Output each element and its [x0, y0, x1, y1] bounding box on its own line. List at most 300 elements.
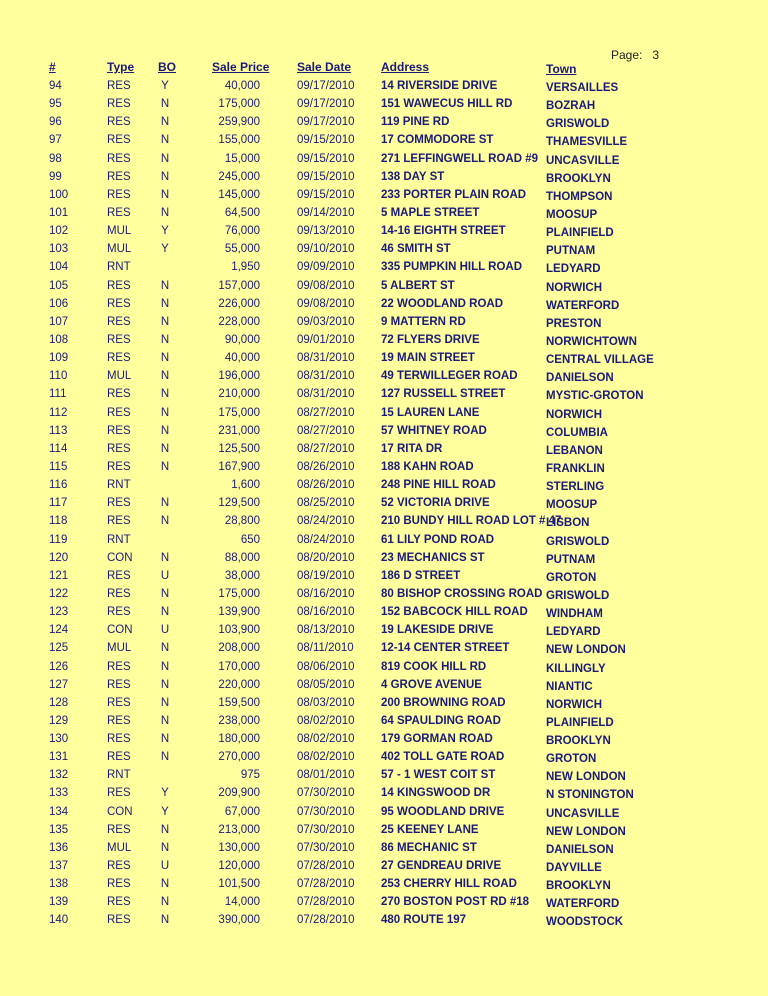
row-address: 64 SPAULDING ROAD	[381, 714, 501, 727]
row-bo: Y	[161, 787, 169, 800]
row-sale-price: 157,000	[218, 279, 260, 292]
row-number: 98	[49, 152, 62, 165]
row-sale-date: 08/05/2010	[297, 678, 355, 691]
row-bo: N	[160, 98, 170, 111]
page-number: 3	[652, 48, 660, 62]
header-sale-date: Sale Date	[297, 60, 352, 74]
row-sale-date: 08/03/2010	[297, 696, 355, 709]
row-sale-price: 196,000	[218, 370, 260, 383]
row-town: KILLINGLY	[546, 662, 606, 675]
row-number: 99	[49, 170, 62, 183]
row-address: 210 BUNDY HILL ROAD LOT # 47	[381, 515, 562, 528]
row-type: RNT	[107, 261, 131, 274]
page-label-text: Page:	[611, 48, 643, 62]
row-town: PUTNAM	[546, 245, 596, 258]
row-bo: U	[160, 569, 170, 582]
row-town: WATERFORD	[546, 898, 620, 911]
row-bo: U	[160, 860, 170, 873]
row-number: 100	[49, 188, 69, 201]
row-bo: U	[160, 624, 170, 637]
row-number: 109	[49, 352, 69, 365]
header-type: Type	[107, 60, 135, 74]
row-sale-date: 07/28/2010	[297, 878, 355, 891]
row-sale-date: 07/30/2010	[297, 823, 355, 836]
row-address: 15 LAUREN LANE	[381, 406, 480, 419]
row-type: MUL	[107, 841, 132, 854]
row-type: RES	[107, 152, 131, 165]
row-sale-date: 09/17/2010	[297, 116, 355, 129]
row-sale-date: 08/01/2010	[297, 769, 355, 782]
table-row	[0, 640, 768, 658]
row-type: RES	[107, 188, 131, 201]
row-sale-price: 975	[240, 769, 260, 782]
row-address: 138 DAY ST	[381, 170, 445, 183]
row-type: RES	[107, 352, 131, 365]
row-number: 124	[49, 624, 69, 637]
row-town: BROOKLYN	[546, 880, 611, 893]
row-sale-price: 650	[240, 533, 260, 546]
row-number: 97	[49, 134, 62, 147]
row-bo: N	[160, 823, 170, 836]
row-address: 4 GROVE AVENUE	[381, 678, 482, 691]
row-address: 17 COMMODORE ST	[381, 134, 494, 147]
row-type: RES	[107, 424, 131, 437]
row-town: N STONINGTON	[546, 789, 634, 802]
row-type: RES	[107, 587, 131, 600]
row-number: 122	[49, 587, 69, 600]
row-number: 139	[49, 896, 69, 909]
row-sale-date: 09/15/2010	[297, 170, 355, 183]
row-number: 102	[49, 225, 69, 238]
row-sale-date: 07/30/2010	[297, 787, 355, 800]
row-type: RES	[107, 497, 131, 510]
row-type: CON	[107, 551, 133, 564]
row-sale-date: 09/15/2010	[297, 152, 355, 165]
row-bo: N	[160, 297, 170, 310]
row-town: GROTON	[546, 571, 597, 584]
row-type: RES	[107, 98, 131, 111]
row-address: 5 ALBERT ST	[381, 279, 455, 292]
row-bo: N	[160, 134, 170, 147]
row-number: 115	[49, 460, 68, 473]
row-number: 131	[49, 751, 69, 764]
row-number: 103	[49, 243, 69, 256]
row-sale-price: 228,000	[218, 315, 260, 328]
header-address: Address	[381, 60, 430, 74]
row-sale-date: 08/31/2010	[297, 370, 355, 383]
row-type: RES	[107, 134, 131, 147]
row-sale-price: 64,500	[224, 206, 260, 219]
row-town: NORWICH	[546, 698, 603, 711]
row-type: RES	[107, 80, 131, 92]
row-sale-price: 167,900	[218, 460, 260, 473]
table-row	[0, 550, 768, 568]
table-row	[0, 876, 768, 894]
row-type: RES	[107, 206, 131, 219]
row-type: RES	[107, 388, 131, 401]
row-town: MOOSUP	[546, 208, 598, 221]
row-type: RES	[107, 733, 131, 746]
row-sale-price: 88,000	[224, 551, 260, 564]
row-bo: N	[160, 914, 170, 927]
row-number: 116	[49, 479, 68, 492]
table-row	[0, 840, 768, 858]
row-bo: N	[160, 606, 170, 619]
row-type: RES	[107, 660, 131, 673]
row-address: 52 VICTORIA DRIVE	[381, 497, 490, 510]
row-sale-date: 09/09/2010	[297, 261, 355, 274]
row-address: 49 TERWILLEGER ROAD	[381, 370, 518, 383]
row-number: 133	[49, 787, 69, 800]
row-bo: N	[160, 406, 170, 419]
row-address: 46 SMITH ST	[381, 243, 451, 256]
row-address: 14 KINGSWOOD DR	[381, 787, 491, 800]
row-number: 95	[49, 98, 62, 111]
table-row	[0, 604, 768, 622]
row-type: RES	[107, 751, 131, 764]
row-sale-price: 40,000	[224, 80, 260, 92]
row-type: MUL	[107, 243, 132, 256]
row-sale-price: 1,950	[231, 261, 260, 274]
row-sale-date: 09/14/2010	[297, 206, 355, 219]
row-address: 25 KEENEY LANE	[381, 823, 479, 836]
row-town: GRISWOLD	[546, 118, 610, 131]
row-town: PLAINFIELD	[546, 227, 614, 240]
row-bo: N	[160, 170, 170, 183]
row-sale-price: 101,500	[218, 878, 260, 891]
row-type: RNT	[107, 479, 131, 492]
row-sale-date: 08/31/2010	[297, 388, 355, 401]
row-bo: N	[160, 714, 170, 727]
row-address: 253 CHERRY HILL ROAD	[381, 878, 517, 891]
row-type: RES	[107, 406, 131, 419]
row-address: 9 MATTERN RD	[381, 315, 466, 328]
row-sale-price: 259,900	[218, 116, 260, 129]
row-sale-price: 130,000	[218, 841, 260, 854]
row-address: 19 MAIN STREET	[381, 352, 475, 365]
row-bo: N	[160, 116, 170, 129]
row-sale-date: 09/01/2010	[297, 333, 355, 346]
row-bo: N	[160, 315, 170, 328]
header-sale-price: Sale Price	[212, 60, 270, 74]
header-town: Town	[546, 62, 577, 76]
row-address: 23 MECHANICS ST	[381, 551, 485, 564]
row-town: NEW LONDON	[546, 644, 626, 657]
row-bo: Y	[161, 243, 169, 256]
row-sale-price: 175,000	[218, 98, 260, 111]
table-row	[0, 259, 768, 277]
row-bo: N	[160, 896, 170, 909]
row-sale-date: 08/16/2010	[297, 606, 355, 619]
row-bo: N	[160, 497, 170, 510]
row-town: THAMESVILLE	[546, 136, 628, 149]
row-number: 112	[49, 406, 68, 419]
table-row	[0, 858, 768, 876]
row-type: RES	[107, 279, 131, 292]
row-number: 94	[49, 80, 62, 92]
row-town: PUTNAM	[546, 553, 596, 566]
row-number: 119	[49, 533, 68, 546]
row-type: RES	[107, 333, 131, 346]
row-bo: N	[160, 678, 170, 691]
row-sale-price: 175,000	[218, 587, 260, 600]
row-sale-date: 07/28/2010	[297, 896, 355, 909]
row-town: STERLING	[546, 481, 605, 494]
row-sale-date: 09/13/2010	[297, 225, 355, 238]
table-row	[0, 822, 768, 840]
header-bo: BO	[158, 60, 176, 74]
row-address: 19 LAKESIDE DRIVE	[381, 624, 494, 637]
row-number: 123	[49, 606, 69, 619]
row-sale-price: 213,000	[218, 823, 260, 836]
row-type: RES	[107, 297, 131, 310]
row-bo: N	[160, 515, 170, 528]
row-type: CON	[107, 805, 133, 818]
row-town: PLAINFIELD	[546, 716, 614, 729]
table-row	[0, 332, 768, 350]
row-type: RES	[107, 569, 131, 582]
row-town: LEBANON	[546, 444, 603, 457]
row-town: PRESTON	[546, 317, 602, 330]
table-row	[0, 423, 768, 441]
row-town: THOMPSON	[546, 190, 613, 203]
table-row	[0, 749, 768, 767]
row-number: 111	[49, 388, 67, 401]
row-town: NEW LONDON	[546, 771, 626, 784]
row-address: 335 PUMPKIN HILL ROAD	[381, 261, 523, 274]
row-sale-price: 180,000	[218, 733, 260, 746]
row-bo: Y	[161, 225, 169, 238]
row-bo: N	[160, 388, 170, 401]
row-sale-price: 67,000	[224, 805, 260, 818]
row-sale-date: 08/02/2010	[297, 751, 355, 764]
row-town: UNCASVILLE	[546, 807, 620, 820]
row-address: 200 BROWNING ROAD	[381, 696, 506, 709]
row-type: RES	[107, 442, 131, 455]
row-sale-date: 08/02/2010	[297, 714, 355, 727]
table-row	[0, 785, 768, 803]
row-number: 117	[49, 497, 68, 510]
row-bo: N	[160, 587, 170, 600]
row-town: MYSTIC-GROTON	[546, 390, 644, 403]
row-address: 22 WOODLAND ROAD	[381, 297, 504, 310]
table-row	[0, 296, 768, 314]
row-town: WOODSTOCK	[546, 916, 624, 929]
row-type: RES	[107, 714, 131, 727]
row-bo: N	[160, 460, 170, 473]
row-bo: N	[160, 370, 170, 383]
row-sale-price: 231,000	[218, 424, 260, 437]
table-row	[0, 677, 768, 695]
row-address: 119 PINE RD	[381, 116, 450, 129]
row-sale-price: 209,900	[218, 787, 260, 800]
table-row	[0, 132, 768, 150]
row-sale-date: 07/28/2010	[297, 860, 355, 873]
row-bo: N	[160, 442, 170, 455]
row-type: RES	[107, 878, 131, 891]
row-address: 179 GORMAN ROAD	[381, 733, 493, 746]
row-sale-date: 08/11/2010	[297, 642, 354, 655]
table-row	[0, 386, 768, 404]
table-row	[0, 659, 768, 677]
row-address: 270 BOSTON POST RD #18	[381, 896, 530, 909]
table-row	[0, 894, 768, 912]
row-town: NORWICHTOWN	[546, 335, 637, 348]
row-sale-price: 76,000	[224, 225, 260, 238]
table-row	[0, 586, 768, 604]
row-address: 61 LILY POND ROAD	[381, 533, 495, 546]
row-sale-price: 155,000	[218, 134, 260, 147]
row-number: 120	[49, 551, 69, 564]
row-number: 125	[49, 642, 69, 655]
row-town: GRISWOLD	[546, 535, 610, 548]
row-sale-price: 90,000	[224, 333, 260, 346]
row-town: NIANTIC	[546, 680, 593, 693]
row-number: 138	[49, 878, 69, 891]
row-address: 819 COOK HILL RD	[381, 660, 487, 673]
row-bo: N	[160, 352, 170, 365]
row-town: DANIELSON	[546, 372, 614, 385]
row-type: RES	[107, 678, 131, 691]
row-sale-date: 09/10/2010	[297, 243, 355, 256]
table-row	[0, 78, 768, 96]
row-bo: N	[160, 878, 170, 891]
row-town: DANIELSON	[546, 843, 614, 856]
table-row	[0, 495, 768, 513]
row-town: GRISWOLD	[546, 589, 610, 602]
row-number: 135	[49, 823, 69, 836]
row-type: MUL	[107, 225, 132, 238]
row-sale-date: 09/08/2010	[297, 297, 355, 310]
row-sale-date: 07/30/2010	[297, 805, 355, 818]
row-sale-date: 08/06/2010	[297, 660, 355, 673]
row-sale-price: 139,900	[218, 606, 260, 619]
row-sale-date: 08/13/2010	[297, 624, 355, 637]
header-number: #	[49, 60, 56, 74]
table-row	[0, 96, 768, 114]
row-sale-price: 220,000	[218, 678, 260, 691]
row-town: GROTON	[546, 753, 597, 766]
row-type: RES	[107, 696, 131, 709]
table-row	[0, 713, 768, 731]
row-bo: N	[160, 696, 170, 709]
row-sale-price: 245,000	[218, 170, 260, 183]
row-bo: N	[160, 551, 170, 564]
row-address: 152 BABCOCK HILL ROAD	[381, 606, 528, 619]
table-row	[0, 350, 768, 368]
row-address: 186 D STREET	[381, 569, 461, 582]
row-address: 12-14 CENTER STREET	[381, 642, 510, 655]
row-address: 188 KAHN ROAD	[381, 460, 474, 473]
row-type: MUL	[107, 370, 132, 383]
row-sale-price: 38,000	[224, 569, 260, 582]
row-type: RES	[107, 315, 131, 328]
row-bo: N	[160, 279, 170, 292]
row-type: RES	[107, 896, 131, 909]
row-bo: N	[160, 751, 170, 764]
row-sale-price: 145,000	[218, 188, 260, 201]
row-type: MUL	[107, 642, 132, 655]
row-sale-price: 1,600	[231, 479, 260, 492]
row-bo: N	[160, 206, 170, 219]
row-town: MOOSUP	[546, 499, 598, 512]
row-address: 14 RIVERSIDE DRIVE	[381, 80, 498, 92]
row-sale-date: 09/17/2010	[297, 98, 355, 111]
row-number: 104	[49, 261, 69, 274]
row-number: 101	[49, 206, 69, 219]
row-town: LISBON	[546, 517, 590, 530]
row-address: 480 ROUTE 197	[381, 914, 467, 927]
table-row	[0, 205, 768, 223]
sales-table-body	[0, 78, 768, 931]
table-row	[0, 912, 768, 930]
row-sale-date: 08/27/2010	[297, 406, 355, 419]
row-type: RES	[107, 787, 131, 800]
row-type: RNT	[107, 769, 131, 782]
row-bo: Y	[161, 80, 169, 92]
row-address: 27 GENDREAU DRIVE	[381, 860, 502, 873]
row-bo: Y	[161, 805, 169, 818]
row-sale-price: 40,000	[224, 352, 260, 365]
row-sale-date: 08/27/2010	[297, 442, 355, 455]
row-bo: N	[160, 841, 170, 854]
row-type: RES	[107, 860, 131, 873]
row-sale-price: 210,000	[218, 388, 260, 401]
row-sale-date: 09/08/2010	[297, 279, 355, 292]
row-address: 17 RITA DR	[381, 442, 443, 455]
row-number: 114	[49, 442, 68, 455]
table-header	[0, 60, 768, 76]
row-sale-date: 08/31/2010	[297, 352, 355, 365]
row-town: DAYVILLE	[546, 862, 602, 875]
row-number: 128	[49, 696, 69, 709]
row-sale-price: 175,000	[218, 406, 260, 419]
row-type: RES	[107, 606, 131, 619]
table-row	[0, 477, 768, 495]
table-row	[0, 241, 768, 259]
row-address: 127 RUSSELL STREET	[381, 388, 506, 401]
row-bo: N	[160, 660, 170, 673]
row-town: WINDHAM	[546, 608, 603, 621]
row-address: 80 BISHOP CROSSING ROAD	[381, 587, 543, 600]
row-sale-date: 08/24/2010	[297, 533, 355, 546]
table-row	[0, 513, 768, 531]
row-sale-date: 08/16/2010	[297, 587, 355, 600]
row-sale-price: 15,000	[224, 152, 260, 165]
row-address: 151 WAWECUS HILL RD	[381, 98, 513, 111]
row-sale-date: 08/27/2010	[297, 424, 355, 437]
table-row	[0, 114, 768, 132]
row-sale-date: 07/30/2010	[297, 841, 355, 854]
row-sale-date: 08/26/2010	[297, 479, 355, 492]
row-sale-date: 08/19/2010	[297, 569, 355, 582]
row-type: RES	[107, 170, 131, 183]
table-row	[0, 441, 768, 459]
row-sale-price: 208,000	[218, 642, 260, 655]
row-bo: N	[160, 733, 170, 746]
row-number: 96	[49, 116, 62, 129]
row-type: CON	[107, 624, 133, 637]
row-address: 57 - 1 WEST COIT ST	[381, 769, 496, 782]
row-sale-price: 390,000	[218, 914, 260, 927]
table-row	[0, 278, 768, 296]
row-bo: N	[160, 424, 170, 437]
row-number: 110	[49, 370, 68, 383]
table-row	[0, 314, 768, 332]
row-sale-price: 14,000	[224, 896, 260, 909]
row-sale-price: 28,800	[224, 515, 260, 528]
row-town: NORWICH	[546, 281, 603, 294]
